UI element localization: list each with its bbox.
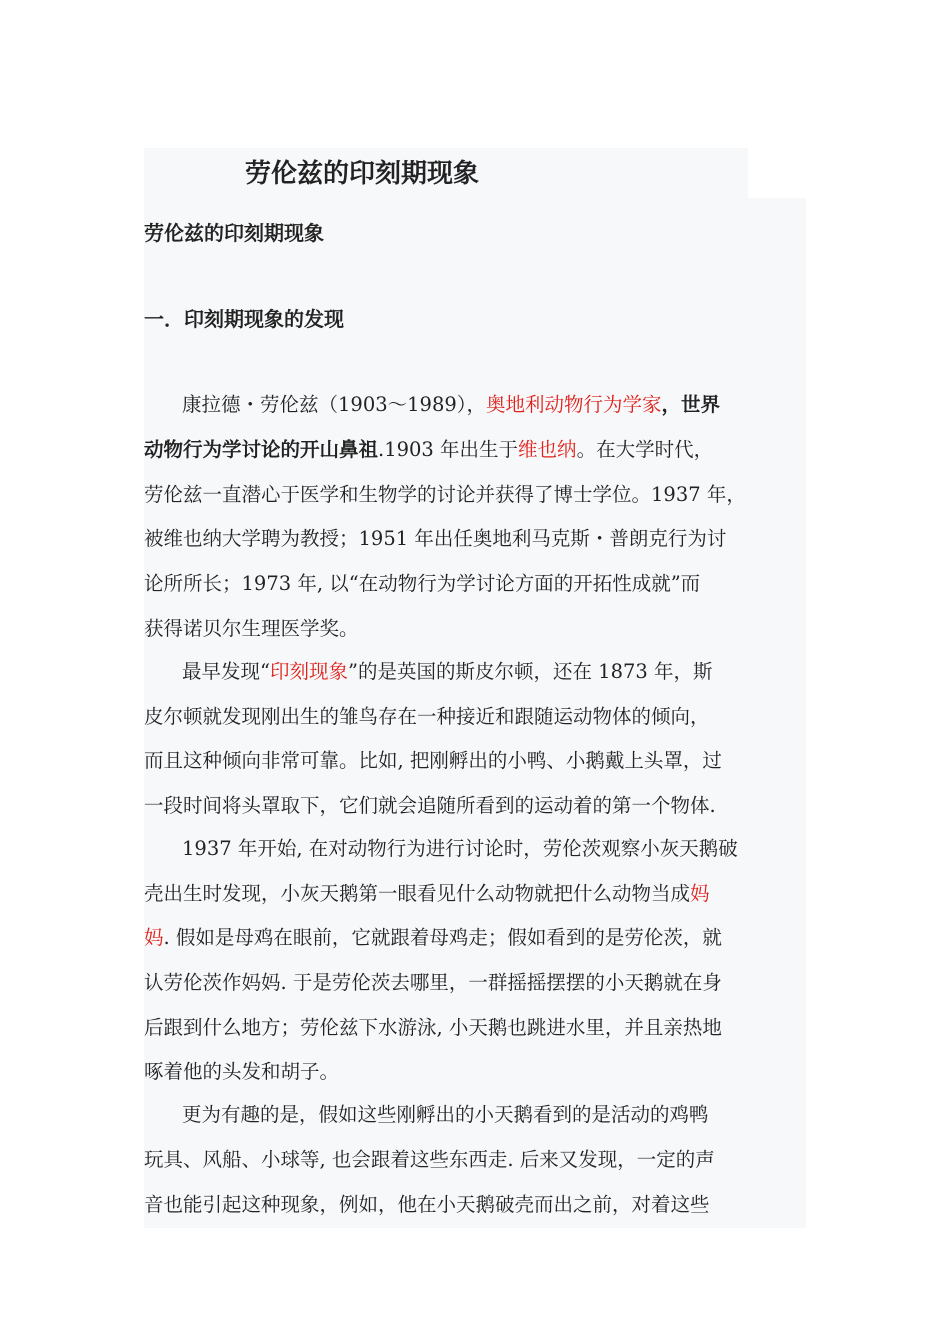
- paragraph-3-line-5: 后跟到什么地方；劳伦兹下水游泳, 小天鹅也跳进水里，并且亲热地: [144, 1016, 722, 1039]
- highlight-text: 妈: [690, 882, 710, 905]
- paragraph-2-line-1: [182, 657, 806, 687]
- text-span: 最早发现“: [182, 660, 270, 683]
- highlight-text: 妈: [144, 926, 164, 949]
- paragraph-1-line-3: 劳伦兹一直潜心于医学和生物学的讨论并获得了博士学位。1937 年，: [144, 483, 746, 506]
- paragraph-3-line-6: 啄着他的头发和胡子。: [144, 1060, 340, 1083]
- paragraph-2-line-2: 皮尔顿就发现刚出生的雏鸟存在一种接近和跟随运动物体的倾向，: [144, 705, 710, 728]
- paragraph-3-line-2: [144, 879, 806, 909]
- bold-text: 动物行为学讨论的开山鼻祖: [144, 438, 379, 461]
- text-span: . 假如是母鸡在眼前，它就跟着母鸡走；假如看到的是劳伦茨，就: [163, 926, 722, 949]
- text-span: 康拉德・劳伦兹（1903～1989），: [182, 393, 487, 416]
- text-span: ”的是英国的斯皮尔顿，还在 1873 年，斯: [348, 660, 713, 683]
- paragraph-4-line-1: 更为有趣的是，假如这些刚孵出的小天鹅看到的是活动的鸡鸭: [182, 1103, 709, 1126]
- paragraph-1-line-1: [182, 390, 806, 420]
- paragraph-2-line-4: 一段时间将头罩取下，它们就会追随所看到的运动着的第一个物体.: [144, 794, 716, 817]
- paragraph-3-line-3: [144, 923, 806, 953]
- highlight-text: 奥地利动物行为学家: [486, 393, 662, 416]
- paragraph-4-line-2: 玩具、风船、小球等, 也会跟着这些东西走. 后来又发现，一定的声: [144, 1148, 715, 1171]
- document-title: 劳伦兹的印刻期现象: [245, 159, 480, 189]
- text-span: 。在大学时代，: [576, 438, 714, 461]
- paragraph-4-line-3: 音也能引起这种现象，例如，他在小天鹅破壳而出之前，对着这些: [144, 1193, 710, 1216]
- paragraph-1-line-2: [144, 435, 806, 465]
- section-heading: 一．印刻期现象的发现: [144, 307, 344, 331]
- paragraph-1-line-4: 被维也纳大学聘为教授；1951 年出任奥地利马克斯・普朗克行为讨: [144, 527, 727, 550]
- paragraph-3-line-1: 1937 年开始, 在对动物行为进行讨论时，劳伦茨观察小灰天鹅破: [182, 837, 738, 860]
- text-span: 壳出生时发现，小灰天鹅第一眼看见什么动物就把什么动物当成: [144, 882, 691, 905]
- paragraph-3-line-4: 认劳伦茨作妈妈. 于是劳伦茨去哪里，一群摇摇摆摆的小天鹅就在身: [144, 971, 722, 994]
- highlight-text: 维也纳: [518, 438, 577, 461]
- paragraph-1-line-5: 论所所长；1973 年, 以“在动物行为学讨论方面的开拓性成就”而: [144, 572, 701, 595]
- paragraph-1-line-6: 获得诺贝尔生理医学奖。: [144, 617, 359, 640]
- document-subtitle: 劳伦兹的印刻期现象: [144, 221, 324, 245]
- text-span: .1903 年出生于: [378, 438, 519, 461]
- bold-text: ，世界: [661, 393, 721, 416]
- highlight-text: 印刻现象: [269, 660, 348, 683]
- paragraph-2-line-3: 而且这种倾向非常可靠。比如, 把刚孵出的小鸭、小鹅戴上头罩，过: [144, 749, 722, 772]
